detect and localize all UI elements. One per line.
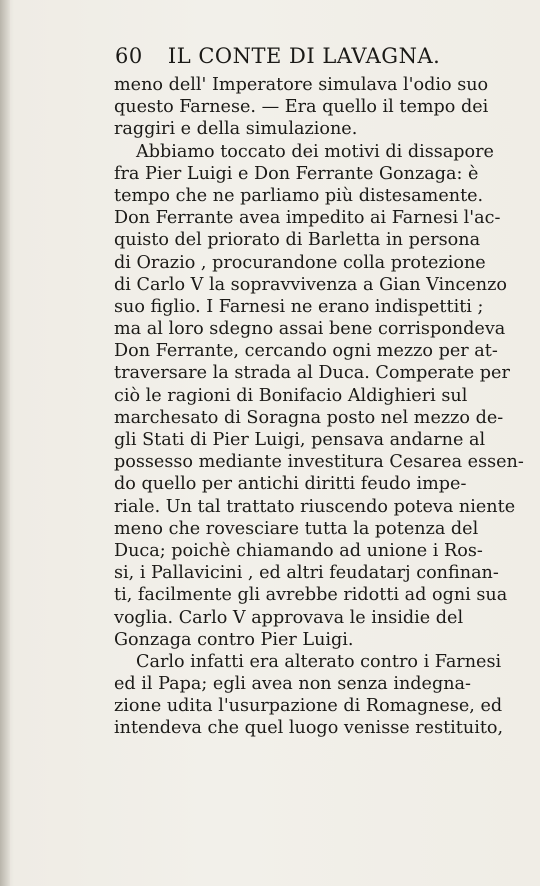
text-line: possesso mediante investitura Cesarea essen- xyxy=(114,452,524,473)
text-line: Carlo infatti era alterato contro i Farnesi xyxy=(136,651,502,672)
text-line: gli Stati di Pier Luigi, pensava andarne al xyxy=(114,430,486,450)
text-line: si, i Pallavicini , ed altri feudatarj confinan- xyxy=(114,563,499,584)
text-line: ti, facilmente gli avrebbe ridotti ad ogni sua xyxy=(114,585,508,606)
text-line: marchesato di Soragna posto nel mezzo de- xyxy=(114,407,504,428)
text-line: ma al loro sdegno assai bene corrispondeva xyxy=(114,319,506,340)
text-line: questo Farnese. — Era quello il tempo dei xyxy=(114,97,489,118)
text-line: raggiri e della simulazione. xyxy=(114,119,358,140)
text-line: Gonzaga contro Pier Luigi. xyxy=(114,629,354,650)
running-header xyxy=(115,44,441,68)
text-line: traversare la strada al Duca. Comperate per xyxy=(114,363,510,384)
text-line: voglia. Carlo V approvava le insidie del xyxy=(114,607,464,628)
page-number: 60 xyxy=(115,44,143,68)
text-line: ciò le ragioni di Bonifacio Aldighieri sul xyxy=(114,385,468,406)
text-line: suo figlio. I Farnesi ne erano indispettiti ; xyxy=(114,296,484,317)
text-line: zione udita l'usurpazione di Romagnese, ed xyxy=(114,696,503,717)
text-line: ed il Papa; egli avea non senza indegna- xyxy=(114,674,471,695)
text-line: di Orazio , procurandone colla protezione xyxy=(114,252,486,273)
body-text xyxy=(114,74,524,740)
text-line: quisto del priorato di Barletta in persona xyxy=(114,230,481,251)
text-line: Don Ferrante avea impedito ai Farnesi l'ac- xyxy=(114,208,501,229)
text-line: Duca; poichè chiamando ad unione i Ros- xyxy=(114,540,483,561)
page-gutter xyxy=(0,0,10,886)
text-line: fra Pier Luigi e Don Ferrante Gonzaga: è xyxy=(114,163,479,184)
text-line: do quello per antichi diritti feudo impe- xyxy=(114,474,467,495)
text-line: meno che rovesciare tutta la potenza del xyxy=(114,518,479,539)
text-line: Don Ferrante, cercando ogni mezzo per at- xyxy=(114,341,498,362)
text-line: meno dell' Imperatore simulava l'odio suo xyxy=(114,75,489,95)
text-line: Abbiamo toccato dei motivi di dissapore xyxy=(136,141,494,162)
text-line: riale. Un tal trattato riuscendo poteva niente xyxy=(114,496,516,517)
running-title: IL CONTE DI LAVAGNA. xyxy=(167,44,441,68)
text-line: di Carlo V la sopravvivenza a Gian Vincenzo xyxy=(114,274,507,295)
text-line: tempo che ne parliamo più distesamente. xyxy=(114,185,484,206)
text-line: intendeva che quel luogo venisse restituito, xyxy=(114,718,504,739)
